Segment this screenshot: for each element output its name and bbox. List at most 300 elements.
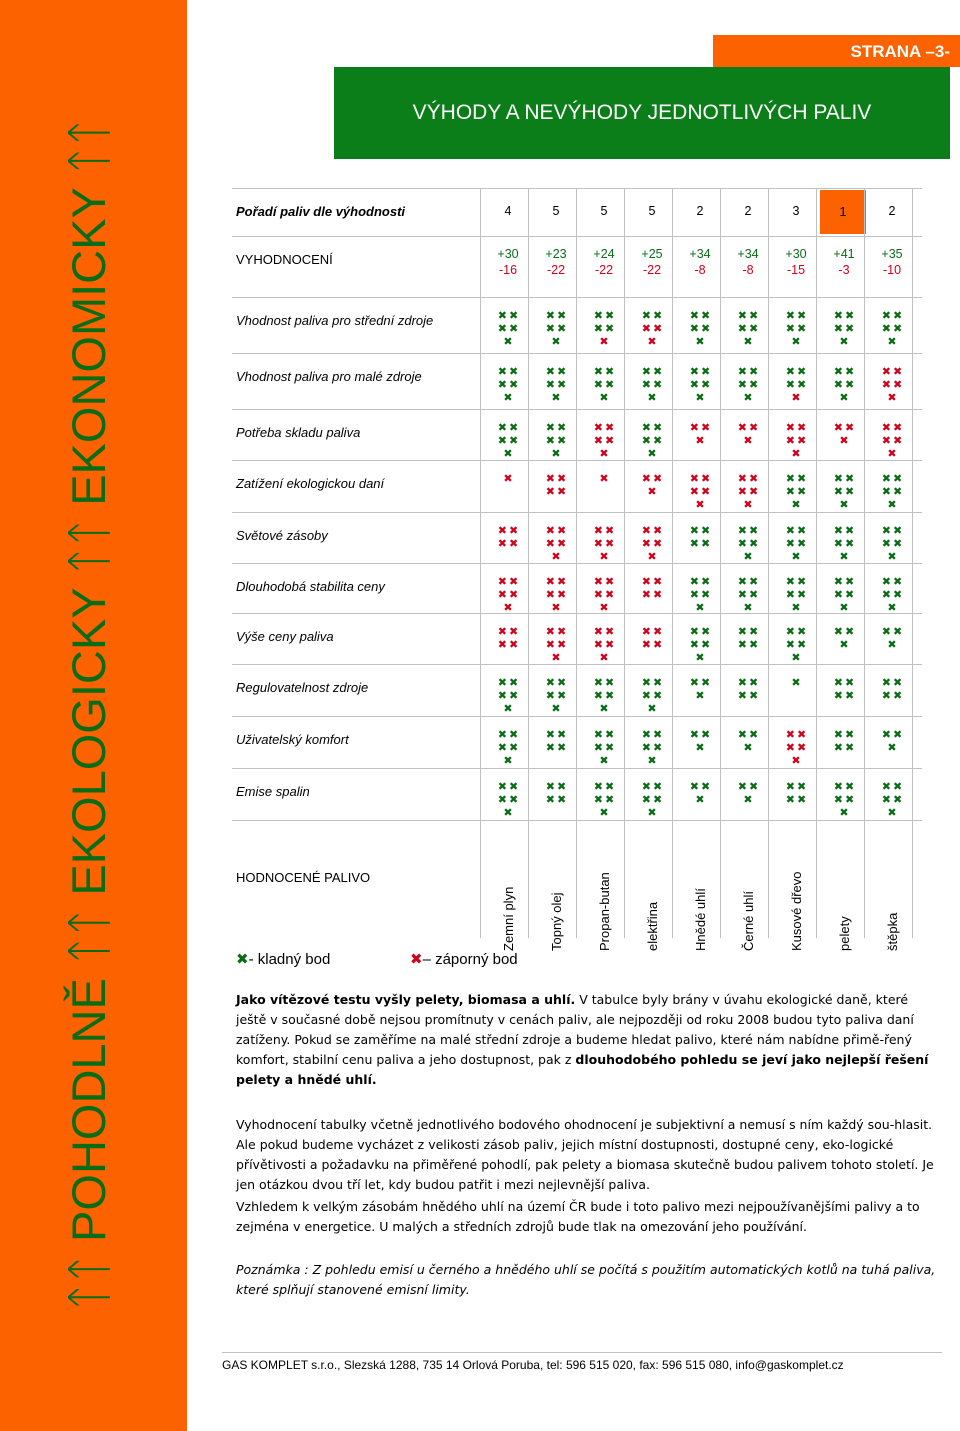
negative-mark-icon: ✖ xyxy=(743,499,753,511)
plus-score: +34 xyxy=(737,247,759,261)
positive-mark-icon: ✖ xyxy=(881,589,891,601)
positive-mark-icon: ✖ xyxy=(839,551,849,563)
negative-mark-icon: ✖ xyxy=(749,422,759,434)
positive-mark-icon: ✖ xyxy=(551,703,561,715)
positive-mark-icon: ✖ xyxy=(689,639,699,651)
positive-mark-icon: ✖ xyxy=(845,366,855,378)
positive-mark-icon: ✖ xyxy=(653,729,663,741)
positive-mark-icon: ✖ xyxy=(605,781,615,793)
fuel-name: Kusové dřevo xyxy=(789,871,804,951)
rank-cell: 4 xyxy=(504,204,512,218)
negative-mark-icon: ✖ xyxy=(599,602,609,614)
positive-mark-icon: ✖ xyxy=(797,525,807,537)
mark-group xyxy=(772,421,820,460)
note: Poznámka : Z pohledu emisí u černého a hnědého uhlí se počítá s použitím automatických kotlů na tuhá paliva, které splňují stanovené emisní limity. xyxy=(236,1262,936,1297)
positive-mark-icon: ✖ xyxy=(893,690,903,702)
mark-group xyxy=(580,365,628,404)
mark-group xyxy=(580,421,628,460)
positive-mark-icon: ✖ xyxy=(881,323,891,335)
positive-mark-icon: ✖ xyxy=(881,626,891,638)
negative-mark-icon: ✖ xyxy=(593,422,603,434)
mark-group xyxy=(772,472,820,511)
mark-group xyxy=(484,625,532,651)
negative-mark-icon: ✖ xyxy=(785,422,795,434)
minus-score: -10 xyxy=(882,263,902,277)
mark-group xyxy=(676,365,724,404)
positive-mark-icon: ✖ xyxy=(557,422,567,434)
negative-mark-icon: ✖ xyxy=(593,576,603,588)
positive-mark-icon: ✖ xyxy=(743,336,753,348)
negative-mark-icon: ✖ xyxy=(605,422,615,434)
negative-mark-icon: ✖ xyxy=(647,336,657,348)
positive-mark-icon: ✖ xyxy=(545,366,555,378)
positive-mark-icon: ✖ xyxy=(605,794,615,806)
positive-mark-icon: ✖ xyxy=(593,794,603,806)
positive-mark-icon: ✖ xyxy=(599,807,609,819)
mark-group xyxy=(484,728,532,767)
positive-mark-icon: ✖ xyxy=(497,310,507,322)
positive-mark-icon: ✖ xyxy=(509,422,519,434)
positive-mark-icon: ✖ xyxy=(701,323,711,335)
negative-mark-icon: ✖ xyxy=(893,422,903,434)
mark-group xyxy=(868,625,916,651)
positive-mark-icon: ✖ xyxy=(545,690,555,702)
mark-group xyxy=(580,780,628,819)
minus-score: -22 xyxy=(546,263,566,277)
evaluation-paragraph: Vyhodnocení tabulky včetně jednotlivého bodového ohodnocení je subjektivní a nemusí s ním každý sou-hlasit. Ale pokud budeme vycházet z velikosti zásob paliv, jejich místní dostupnosti, dostupné ceny, eko-logické přívětivosti a požadavku na přiměřené pohodlí, pak pelety a biomasa skutečně budou palivem tohoto století. Je jen otázkou dvou tří let, kdy budou patřit i mezi nejlevnější paliva. xyxy=(236,1117,934,1192)
mark-group xyxy=(868,472,916,511)
mark-group xyxy=(820,421,868,447)
grid-line xyxy=(864,188,865,938)
positive-mark-icon: ✖ xyxy=(749,677,759,689)
positive-mark-icon: ✖ xyxy=(839,336,849,348)
mark-group xyxy=(676,780,724,806)
negative-mark-icon: ✖ xyxy=(545,538,555,550)
positive-mark-icon: ✖ xyxy=(749,729,759,741)
positive-mark-icon: ✖ xyxy=(737,781,747,793)
negative-mark-icon: ✖ xyxy=(641,626,651,638)
positive-mark-icon: ✖ xyxy=(887,551,897,563)
negative-mark-icon: ✖ xyxy=(695,435,705,447)
positive-mark-icon: ✖ xyxy=(689,626,699,638)
positive-mark-icon: ✖ xyxy=(701,379,711,391)
negative-mark-icon: ✖ xyxy=(497,576,507,588)
positive-mark-icon: ✖ xyxy=(695,742,705,754)
mark-group xyxy=(868,524,916,563)
positive-mark-icon: ✖ xyxy=(509,323,519,335)
grid-line xyxy=(720,188,721,938)
negative-mark-icon: ✖ xyxy=(647,551,657,563)
negative-mark-icon: ✖ xyxy=(701,422,711,434)
positive-mark-icon: ✖ xyxy=(893,794,903,806)
plus-score: +24 xyxy=(593,247,615,261)
positive-mark-icon: ✖ xyxy=(545,435,555,447)
mark-group xyxy=(724,365,772,404)
mark-group xyxy=(772,575,820,614)
plus-score: +23 xyxy=(545,247,567,261)
positive-mark-icon: ✖ xyxy=(833,538,843,550)
mark-group xyxy=(724,309,772,348)
negative-mark-icon: ✖ xyxy=(497,525,507,537)
positive-mark-icon: ✖ xyxy=(797,538,807,550)
positive-mark-icon: ✖ xyxy=(893,781,903,793)
negative-mark-icon: ✖ xyxy=(893,379,903,391)
positive-mark-icon: ✖ xyxy=(785,486,795,498)
plus-score: +35 xyxy=(881,247,903,261)
mark-group xyxy=(484,676,532,715)
rank-cell: 5 xyxy=(552,204,560,218)
positive-mark-icon: ✖ xyxy=(887,807,897,819)
mark-group xyxy=(676,676,724,702)
positive-mark-icon: ✖ xyxy=(845,626,855,638)
positive-mark-icon: ✖ xyxy=(737,576,747,588)
positive-mark-icon: ✖ xyxy=(689,576,699,588)
positive-mark-icon: ✖ xyxy=(785,589,795,601)
negative-mark-icon: ✖ xyxy=(509,538,519,550)
positive-mark-icon: ✖ xyxy=(497,677,507,689)
positive-mark-icon: ✖ xyxy=(845,742,855,754)
positive-mark-icon: ✖ xyxy=(893,525,903,537)
mark-group xyxy=(676,472,724,511)
positive-mark-icon: ✖ xyxy=(785,323,795,335)
row-label: Vhodnost paliva pro střední zdroje xyxy=(236,313,434,328)
positive-mark-icon: ✖ xyxy=(845,589,855,601)
positive-mark-icon: ✖ xyxy=(557,310,567,322)
rank-cell: 5 xyxy=(648,204,656,218)
positive-mark-icon: ✖ xyxy=(545,677,555,689)
mark-group xyxy=(820,524,868,563)
negative-mark-icon: ✖ xyxy=(605,589,615,601)
positive-mark-icon: ✖ xyxy=(557,323,567,335)
negative-mark-icon: ✖ xyxy=(509,626,519,638)
positive-mark-icon: ✖ xyxy=(695,336,705,348)
positive-mark-icon: ✖ xyxy=(695,602,705,614)
positive-mark-icon: ✖ xyxy=(557,435,567,447)
positive-mark-icon: ✖ xyxy=(695,652,705,664)
negative-mark-icon: ✖ xyxy=(881,422,891,434)
positive-mark-icon: ✖ xyxy=(833,473,843,485)
negative-mark-icon: ✖ xyxy=(749,473,759,485)
positive-mark-icon: ✖ xyxy=(593,677,603,689)
mark-group xyxy=(868,365,916,404)
mark-group xyxy=(676,309,724,348)
mark-group xyxy=(628,575,676,601)
positive-mark-icon: ✖ xyxy=(833,690,843,702)
positive-mark-icon: ✖ xyxy=(653,794,663,806)
positive-mark-icon: ✖ xyxy=(833,366,843,378)
positive-mark-icon: ✖ xyxy=(845,379,855,391)
negative-mark-icon: ✖ xyxy=(557,473,567,485)
positive-mark-icon: ✖ xyxy=(503,755,513,767)
negative-mark-icon: ✖ xyxy=(785,742,795,754)
negative-mark-icon: ✖ xyxy=(557,525,567,537)
row-label: VYHODNOCENÍ xyxy=(236,252,333,267)
positive-mark-icon: ✖ xyxy=(641,366,651,378)
positive-mark-icon: ✖ xyxy=(833,310,843,322)
positive-mark-icon: ✖ xyxy=(605,366,615,378)
negative-mark-icon: ✖ xyxy=(647,486,657,498)
negative-mark-icon: ✖ xyxy=(653,626,663,638)
positive-mark-icon: ✖ xyxy=(845,576,855,588)
grid-line xyxy=(768,188,769,938)
positive-mark-icon: ✖ xyxy=(839,807,849,819)
positive-mark-icon: ✖ xyxy=(641,794,651,806)
negative-mark-icon: ✖ xyxy=(593,639,603,651)
positive-mark-icon: ✖ xyxy=(503,336,513,348)
positive-mark-icon: ✖ xyxy=(641,310,651,322)
positive-mark-icon: ✖ xyxy=(833,525,843,537)
conclusion-paragraph: Jako vítězové testu vyšly pelety, biomasa a uhlí. V tabulce byly brány v úvahu ekologické daně, které ještě v současné době nejsou promítnuty v cenách paliv, ale nejpozději od roku 2008 budou tyto paliva daní zatíženy. Pokud se zaměříme na malé střední zdroje a budeme hledat palivo, které nám nabídne přimě-řený komfort, stabilní cenu paliva a jeho dostupnost, pak z dlouhodobého pohledu se jeví jako nejlepší řešení pelety a hnědé uhlí. xyxy=(236,992,929,1087)
positive-mark-icon: ✖ xyxy=(881,576,891,588)
positive-mark-icon: ✖ xyxy=(701,781,711,793)
negative-mark-icon: ✖ xyxy=(599,336,609,348)
mark-group xyxy=(772,728,820,767)
negative-mark-icon: ✖ xyxy=(593,589,603,601)
mark-group xyxy=(724,676,772,702)
positive-mark-icon: ✖ xyxy=(737,525,747,537)
positive-mark-icon: ✖ xyxy=(749,690,759,702)
grid-line xyxy=(912,188,913,938)
positive-mark-icon: ✖ xyxy=(749,538,759,550)
mark-group xyxy=(580,472,628,485)
mark-group xyxy=(532,524,580,563)
negative-mark-icon: ✖ xyxy=(599,473,609,485)
row-label: Uživatelský komfort xyxy=(236,732,349,747)
fuel-name: pelety xyxy=(837,916,852,951)
rank-cell: 2 xyxy=(744,204,752,218)
mark-group xyxy=(532,728,580,754)
positive-mark-icon: ✖ xyxy=(557,794,567,806)
positive-mark-icon: ✖ xyxy=(641,435,651,447)
positive-mark-icon: ✖ xyxy=(881,310,891,322)
positive-mark-icon: ✖ xyxy=(845,486,855,498)
mark-group xyxy=(532,421,580,460)
negative-mark-icon: ✖ xyxy=(497,639,507,651)
positive-mark-icon: ✖ xyxy=(695,690,705,702)
mark-group xyxy=(820,309,868,348)
negative-mark-icon: ✖ xyxy=(641,589,651,601)
positive-mark-icon: ✖ xyxy=(647,448,657,460)
positive-mark-icon: ✖ xyxy=(749,576,759,588)
positive-mark-icon: ✖ xyxy=(785,794,795,806)
negative-mark-icon: ✖ xyxy=(641,639,651,651)
negative-mark-icon: ✖ xyxy=(545,626,555,638)
fuel-name: elektřina xyxy=(645,901,660,951)
positive-mark-icon: ✖ xyxy=(845,781,855,793)
minus-score: -15 xyxy=(786,263,806,277)
positive-mark-icon: ✖ xyxy=(641,422,651,434)
mark-group xyxy=(532,625,580,664)
positive-mark-icon: ✖ xyxy=(557,781,567,793)
positive-mark-icon: ✖ xyxy=(653,742,663,754)
positive-mark-icon: ✖ xyxy=(557,366,567,378)
positive-mark-icon: ✖ xyxy=(845,310,855,322)
positive-mark-icon: ✖ xyxy=(749,310,759,322)
positive-mark-icon: ✖ xyxy=(797,323,807,335)
positive-mark-icon: ✖ xyxy=(737,677,747,689)
positive-mark-icon: ✖ xyxy=(653,422,663,434)
mark-group xyxy=(580,524,628,563)
negative-mark-icon: ✖ xyxy=(887,392,897,404)
fuel-name: Topný olej xyxy=(549,892,564,951)
positive-mark-icon: ✖ xyxy=(791,677,801,689)
positive-mark-icon: ✖ xyxy=(509,742,519,754)
positive-mark-icon: ✖ xyxy=(839,602,849,614)
positive-mark-icon: ✖ xyxy=(797,473,807,485)
positive-mark-icon: ✖ xyxy=(785,576,795,588)
positive-mark-icon: ✖ xyxy=(833,626,843,638)
mark-group xyxy=(628,780,676,819)
positive-mark-icon: ✖ xyxy=(887,742,897,754)
positive-mark-icon: ✖ xyxy=(845,794,855,806)
positive-mark-icon: ✖ xyxy=(593,781,603,793)
positive-mark-icon: ✖ xyxy=(737,690,747,702)
mark-group xyxy=(868,575,916,614)
positive-mark-icon: ✖ xyxy=(749,639,759,651)
mark-group xyxy=(724,524,772,563)
positive-mark-icon: ✖ xyxy=(647,703,657,715)
mark-group xyxy=(580,676,628,715)
mark-group xyxy=(580,728,628,767)
mark-group xyxy=(628,472,676,498)
negative-mark-icon: ✖ xyxy=(887,448,897,460)
negative-mark-icon: ✖ xyxy=(551,551,561,563)
positive-mark-icon: ✖ xyxy=(545,794,555,806)
positive-mark-icon: ✖ xyxy=(893,576,903,588)
positive-mark-icon: ✖ xyxy=(839,392,849,404)
positive-mark-icon: ✖ xyxy=(689,366,699,378)
positive-mark-icon: ✖ xyxy=(785,379,795,391)
positive-mark-icon: ✖ xyxy=(737,626,747,638)
positive-mark-icon: ✖ xyxy=(845,677,855,689)
negative-mark-icon: ✖ xyxy=(749,486,759,498)
negative-mark-icon: ✖ xyxy=(797,422,807,434)
grid-line xyxy=(528,188,529,938)
mark-group xyxy=(580,625,628,664)
positive-mark-icon: ✖ xyxy=(497,366,507,378)
mark-group xyxy=(772,365,820,404)
positive-mark-icon: ✖ xyxy=(701,729,711,741)
row-label: Potřeba skladu paliva xyxy=(236,425,361,440)
negative-mark-icon: ✖ xyxy=(509,525,519,537)
positive-mark-icon: ✖ xyxy=(845,473,855,485)
positive-mark-icon: ✖ xyxy=(503,448,513,460)
negative-mark-icon: ✖ xyxy=(881,435,891,447)
positive-mark-icon: ✖ xyxy=(647,807,657,819)
negative-mark-icon: ✖ xyxy=(497,538,507,550)
negative-mark-icon: ✖ xyxy=(689,422,699,434)
mark-group xyxy=(724,472,772,511)
coal-paragraph: Vzhledem k velkým zásobám hnědého uhlí na území ČR bude i toto palivo mezi nejpoužívanějšími palivy a to zejména v energetice. U malých a středních zdrojů bude tlak na omezování jeho používání. xyxy=(236,1199,920,1234)
positive-mark-icon: ✖ xyxy=(833,379,843,391)
positive-mark-icon: ✖ xyxy=(737,589,747,601)
positive-mark-icon: ✖ xyxy=(743,794,753,806)
positive-mark-icon: ✖ xyxy=(893,323,903,335)
mark-group xyxy=(484,575,532,614)
positive-mark-icon: ✖ xyxy=(881,677,891,689)
positive-mark-icon: ✖ xyxy=(605,690,615,702)
positive-mark-icon: ✖ xyxy=(689,525,699,537)
positive-mark-icon: ✖ xyxy=(893,589,903,601)
negative-mark-icon: ✖ xyxy=(653,473,663,485)
positive-mark-icon: ✖ xyxy=(749,781,759,793)
mark-group xyxy=(532,780,580,806)
positive-mark-icon: ✖ xyxy=(689,589,699,601)
mark-group xyxy=(532,309,580,348)
positive-mark-icon: ✖ xyxy=(653,310,663,322)
negative-mark-icon: ✖ xyxy=(797,435,807,447)
grid-line xyxy=(816,188,817,938)
mark-group xyxy=(724,625,772,651)
positive-mark-icon: ✖ xyxy=(737,366,747,378)
mark-group xyxy=(772,780,820,806)
negative-mark-icon: ✖ xyxy=(557,538,567,550)
row-label: Vhodnost paliva pro malé zdroje xyxy=(236,369,422,384)
negative-mark-icon: ✖ xyxy=(545,473,555,485)
negative-mark-icon: ✖ xyxy=(599,448,609,460)
row-label: HODNOCENÉ PALIVO xyxy=(236,870,371,885)
negative-mark-icon: ✖ xyxy=(599,652,609,664)
legend-negative: ✖– záporný bod xyxy=(410,951,518,968)
score-cell xyxy=(868,246,916,278)
negative-mark-icon: ✖ xyxy=(557,486,567,498)
positive-mark-icon: ✖ xyxy=(743,602,753,614)
negative-mark-icon: ✖ xyxy=(557,639,567,651)
negative-mark-icon: ✖ xyxy=(653,323,663,335)
positive-mark-icon: ✖ xyxy=(653,435,663,447)
mark-group xyxy=(532,676,580,715)
negative-mark-icon: ✖ xyxy=(881,366,891,378)
mark-group xyxy=(484,309,532,348)
positive-mark-icon: ✖ xyxy=(557,690,567,702)
mark-group xyxy=(772,524,820,563)
mark-group xyxy=(724,780,772,806)
negative-mark-icon: ✖ xyxy=(701,486,711,498)
positive-mark-icon: ✖ xyxy=(701,576,711,588)
positive-mark-icon: ✖ xyxy=(599,392,609,404)
negative-mark-icon: ✖ xyxy=(593,525,603,537)
positive-mark-icon: ✖ xyxy=(689,323,699,335)
positive-mark-icon: ✖ xyxy=(497,379,507,391)
row-label: Regulovatelnost zdroje xyxy=(236,680,369,695)
score-cell xyxy=(676,246,724,278)
positive-mark-icon: ✖ xyxy=(236,951,249,968)
mark-group xyxy=(868,421,916,460)
positive-mark-icon: ✖ xyxy=(497,323,507,335)
positive-mark-icon: ✖ xyxy=(605,323,615,335)
mark-group xyxy=(820,728,868,754)
positive-mark-icon: ✖ xyxy=(881,781,891,793)
positive-mark-icon: ✖ xyxy=(593,366,603,378)
positive-mark-icon: ✖ xyxy=(551,336,561,348)
positive-mark-icon: ✖ xyxy=(791,499,801,511)
positive-mark-icon: ✖ xyxy=(833,589,843,601)
positive-mark-icon: ✖ xyxy=(497,729,507,741)
positive-mark-icon: ✖ xyxy=(737,310,747,322)
positive-mark-icon: ✖ xyxy=(701,677,711,689)
positive-mark-icon: ✖ xyxy=(605,729,615,741)
mark-group xyxy=(724,728,772,754)
positive-mark-icon: ✖ xyxy=(785,473,795,485)
positive-mark-icon: ✖ xyxy=(833,729,843,741)
positive-mark-icon: ✖ xyxy=(689,538,699,550)
positive-mark-icon: ✖ xyxy=(593,323,603,335)
positive-mark-icon: ✖ xyxy=(785,626,795,638)
positive-mark-icon: ✖ xyxy=(797,794,807,806)
mark-group xyxy=(628,524,676,563)
positive-mark-icon: ✖ xyxy=(833,323,843,335)
positive-mark-icon: ✖ xyxy=(881,729,891,741)
